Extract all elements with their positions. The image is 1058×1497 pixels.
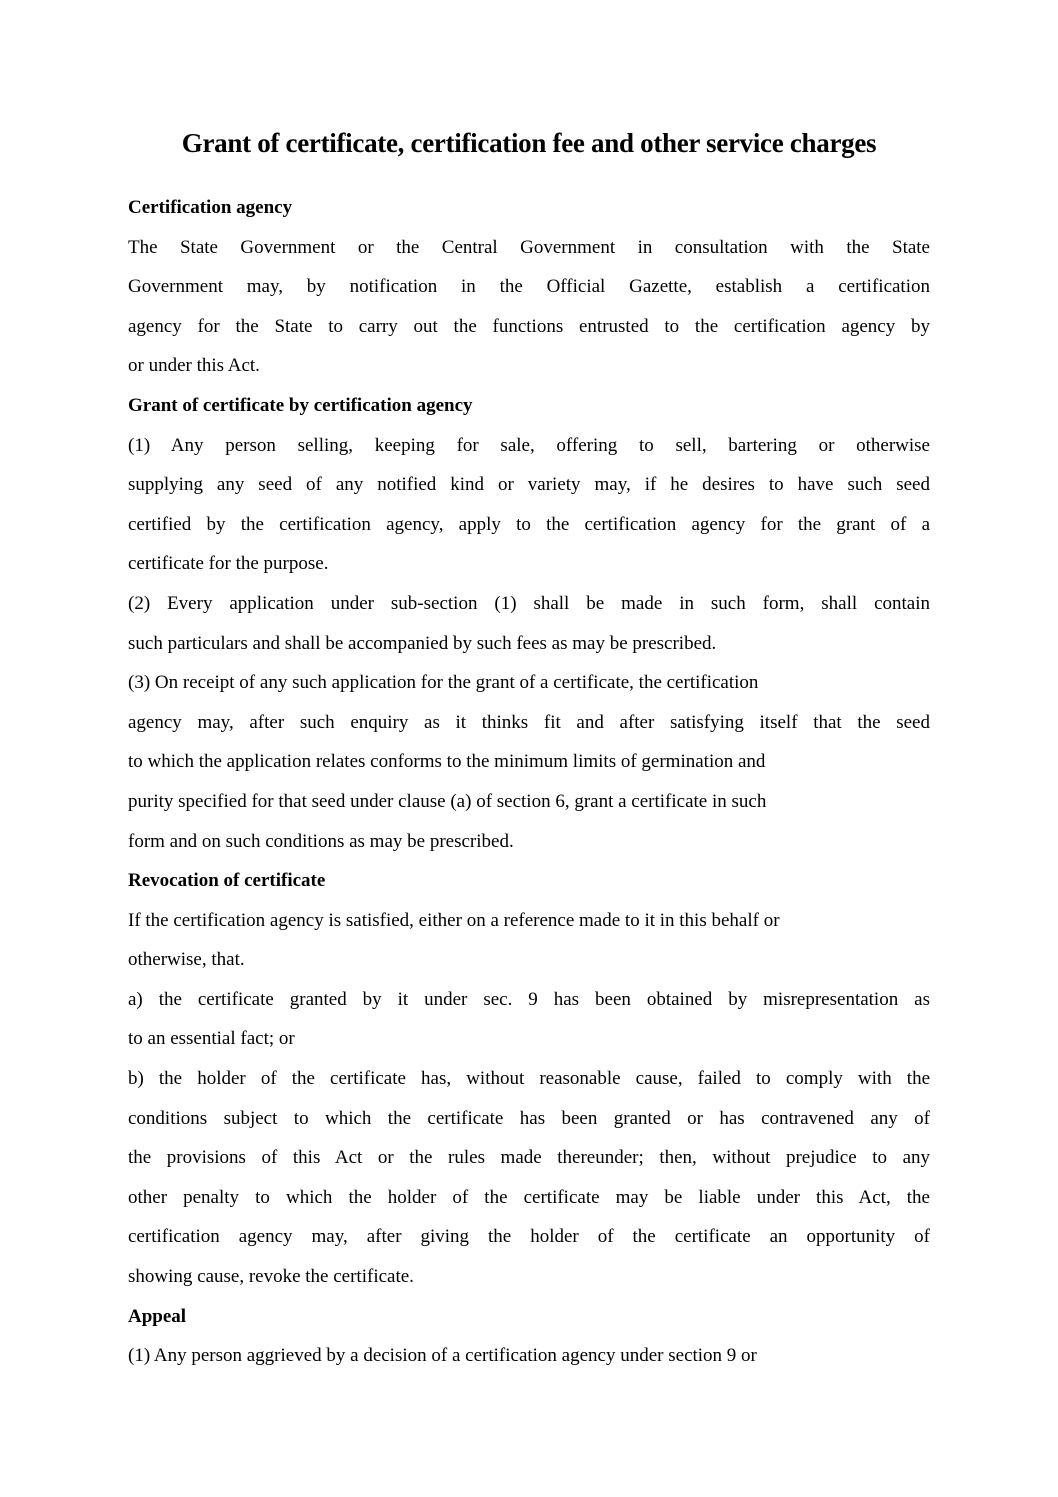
paragraph-line: The State Government or the Central Government in consultation with the State xyxy=(128,236,930,258)
paragraph-line: conditions subject to which the certificate has been granted or has contravened any of xyxy=(128,1107,930,1129)
paragraph-line: other penalty to which the holder of the certificate may be liable under this Act, the xyxy=(128,1186,930,1208)
paragraph-line: otherwise, that. xyxy=(128,949,245,971)
section-heading: Appeal xyxy=(128,1305,187,1327)
paragraph-line: If the certification agency is satisfied, either on a reference made to it in this behalf or xyxy=(128,909,780,931)
paragraph-line: agency for the State to carry out the functions entrusted to the certification agency by xyxy=(128,315,930,337)
paragraph-line: agency may, after such enquiry as it thinks fit and after satisfying itself that the seed xyxy=(128,711,930,733)
document-title: Grant of certificate, certification fee and other service charges xyxy=(181,128,877,158)
paragraph-line: to an essential fact; or xyxy=(128,1028,295,1050)
paragraph-line: (1) Any person aggrieved by a decision of a certification agency under section 9 or xyxy=(128,1345,757,1367)
paragraph-line: (3) On receipt of any such application for the grant of a certificate, the certification xyxy=(128,672,759,694)
paragraph-line: or under this Act. xyxy=(128,355,260,377)
paragraph-line: such particulars and shall be accompanied by such fees as may be prescribed. xyxy=(128,632,717,654)
document-body xyxy=(128,188,930,1376)
paragraph-line: form and on such conditions as may be prescribed. xyxy=(128,830,514,852)
paragraph-line: the provisions of this Act or the rules made thereunder; then, without prejudice to any xyxy=(128,1147,930,1169)
paragraph-line: certification agency may, after giving the holder of the certificate an opportunity of xyxy=(128,1226,930,1248)
paragraph-line: Government may, by notification in the Official Gazette, establish a certification xyxy=(128,276,930,298)
paragraph-line: (2) Every application under sub-section (1) shall be made in such form, shall contain xyxy=(128,592,930,614)
section-heading: Revocation of certificate xyxy=(128,870,326,892)
paragraph-line: a) the certificate granted by it under sec. 9 has been obtained by misrepresentation as xyxy=(128,988,930,1010)
section-heading: Certification agency xyxy=(128,197,293,218)
paragraph-line: (1) Any person selling, keeping for sale, offering to sell, bartering or otherwise xyxy=(128,434,930,456)
paragraph-line: b) the holder of the certificate has, without reasonable cause, failed to comply with the xyxy=(128,1068,930,1090)
section-heading: Grant of certificate by certification agency xyxy=(128,394,473,416)
paragraph-line: certified by the certification agency, apply to the certification agency for the grant of a xyxy=(128,513,930,535)
paragraph-line: to which the application relates conforms to the minimum limits of germination and xyxy=(128,751,766,773)
paragraph-line: supplying any seed of any notified kind or variety may, if he desires to have such seed xyxy=(128,474,930,496)
paragraph-line: certificate for the purpose. xyxy=(128,553,329,575)
paragraph-line: showing cause, revoke the certificate. xyxy=(128,1266,414,1288)
paragraph-line: purity specified for that seed under clause (a) of section 6, grant a certificate in such xyxy=(128,790,767,812)
